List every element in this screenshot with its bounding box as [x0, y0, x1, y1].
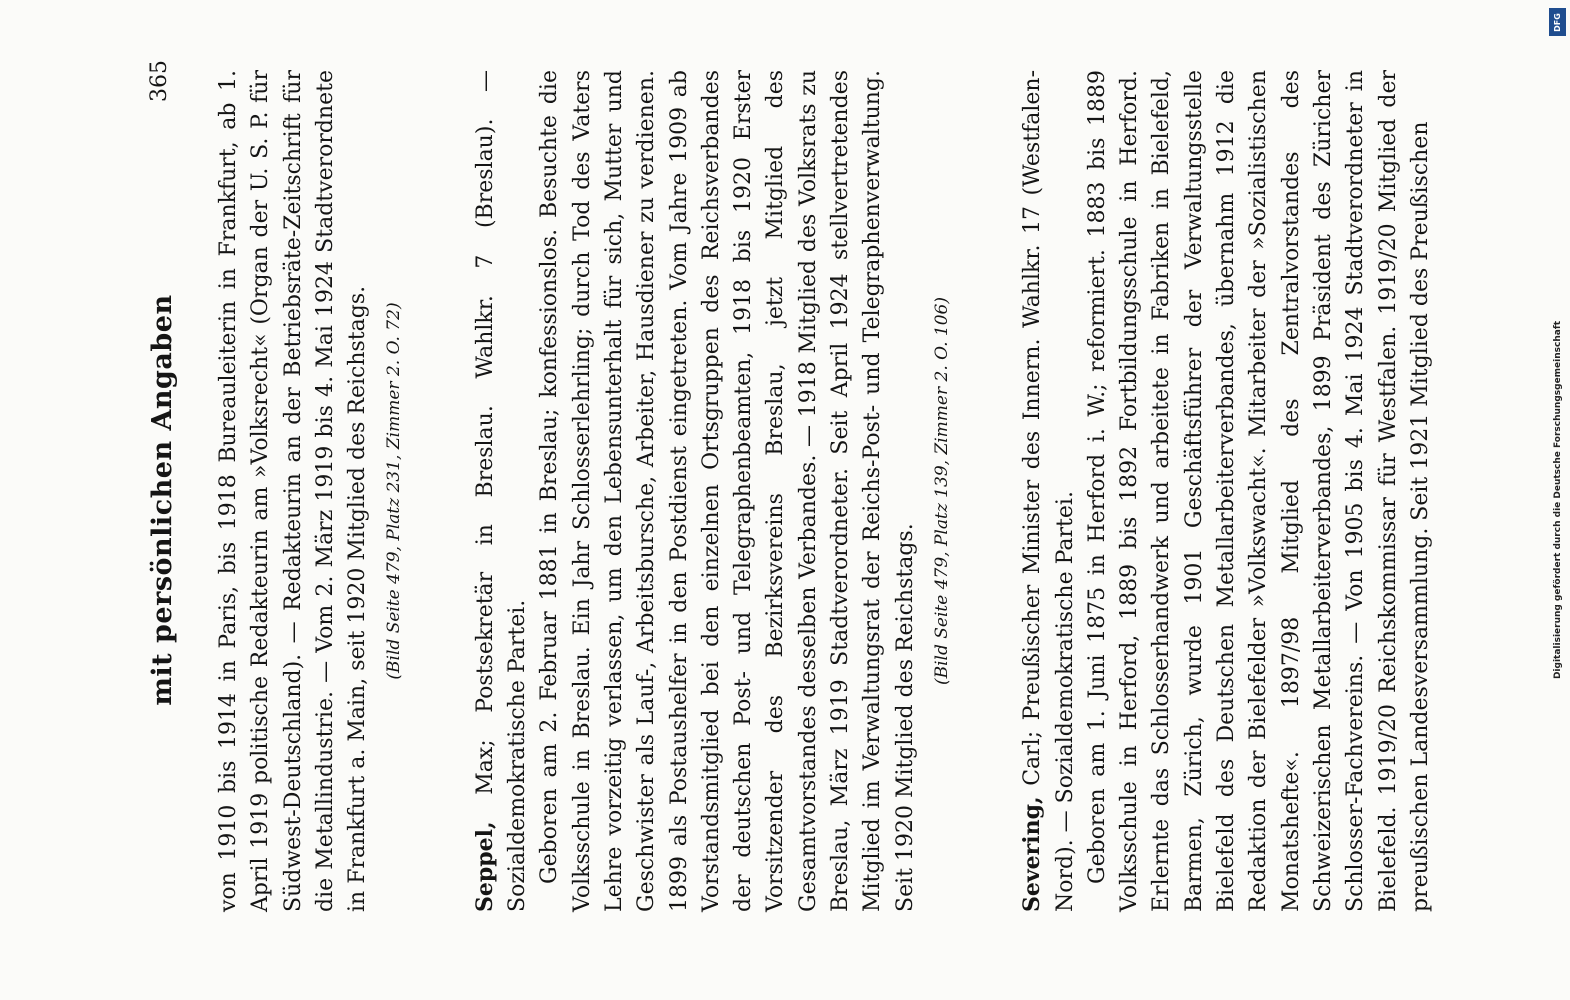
entry-citation: (Bild Seite 479, Platz 231, Zimmer 2. O. 72) — [384, 302, 405, 680]
digitization-credit-text: Digitalisierung gefördert durch die Deutsche Forschungsgemeinschaft — [1553, 320, 1563, 680]
entry-header-text: Carl; Preußischer Minister des Innern. Wahlkr. 17 (Westfalen-Nord). — Sozialdemokratische Partei. — [1020, 70, 1078, 912]
entry-continuation-text: von 1910 bis 1914 in Paris, bis 1918 Bureauleiterin in Frankfurt, ab 1. April 1919 politische Redakteurin am »Volksrecht« (Organ der U. S. P. für Südwest-Deutschland). — Redakteurin an der Betriebsräte-Zeitschrift für die Metallindustrie. — Vom 2. März 1919 bis 4. Mai 1924 Stadtverordnete in Frankfurt a. Main, seit 1920 Mitglied des Reichstags. — [216, 70, 371, 912]
entry-biography-text: Geboren am 1. Juni 1875 in Herford i. W.; reformiert. 1883 bis 1889 Volksschule in Herford, 1889 bis 1892 Fortbildungsschule in Herford. Erlernte das Schlosserhandwerk und arbeitete in Fabriken in Bielefeld, Barmen, Zürich, wurde 1901 Geschäftsführer der Verwaltungsstelle Bielefeld des Deutschen Metallarbeiterverbandes, übernahm 1912 die Redaktion der Bielefelder »Volkswacht«. Mitarbeiter der »Sozialistischen Monatshefte«. 1897/98 Mitglied des Zentralvorstandes des Schweizerischen Metallarbeiterverbandes, 1899 Präsident des Züricher Schlosser-Fachvereins. — Von 1905 bis 4. Mai 1924 Stadtverordneter in Bielefeld. 1919/20 Reichskommissar für Westfalen. 1919/20 Mitglied der preußischen Landesversammlung. Seit 1921 Mitglied des Preußischen — [1084, 70, 1433, 912]
running-head: mit persönlichen Angaben — [147, 294, 178, 706]
page-body — [213, 70, 1437, 912]
digitization-credit-sidebar — [1546, 0, 1570, 1000]
entry-header-text: Max; Postsekretär in Breslau. Wahlkr. 7 (Breslau). — Sozialdemokratische Partei. — [472, 70, 531, 912]
entry-name: Seppel, — [471, 821, 498, 912]
page-header — [147, 60, 187, 940]
entry-separator — [958, 70, 1016, 912]
book-page — [85, 30, 1485, 970]
entry-separator — [411, 70, 469, 912]
entry-header-seppel — [469, 70, 535, 912]
entry-citation: (Bild Seite 479, Platz 139, Zimmer 2. O. 106) — [931, 297, 952, 685]
entry-header-severing — [1016, 70, 1082, 912]
entry-name: Severing, — [1019, 796, 1046, 912]
page-number: 365 — [147, 60, 172, 102]
dfg-logo: DFG — [1549, 8, 1566, 36]
entry-biography-text: Geboren am 2. Februar 1881 in Breslau; konfessionslos. Besuchte die Volksschule in Breslau. Ein Jahr Schlosserlehrling; durch Tod des Vaters Lehre vorzeitig verlassen, um den Lebensunterhalt für sich, Mutter und Geschwister als Lauf-, Arbeitsbursche, Arbeiter, Hausdiener zu verdienen. 1899 als Postaushelfer in den Postdienst eingetreten. Vom Jahre 1909 ab Vorstandsmitglied bei den einzelnen Ortsgruppen des Reichsverbandes der deutschen Post- und Telegraphenbeamten, 1918 bis 1920 Erster Vorsitzender des Bezirksvereins Breslau, jetzt Mitglied des Gesamtvorstandes desselben Verbandes. — 1918 Mitglied des Volksrats zu Breslau, März 1919 Stadtverordneter. Seit April 1924 stellvertretendes Mitglied im Verwaltungsrat der Reichs-Post- und Telegraphenverwaltung. Seit 1920 Mitglied des Reichstags. — [537, 70, 918, 912]
